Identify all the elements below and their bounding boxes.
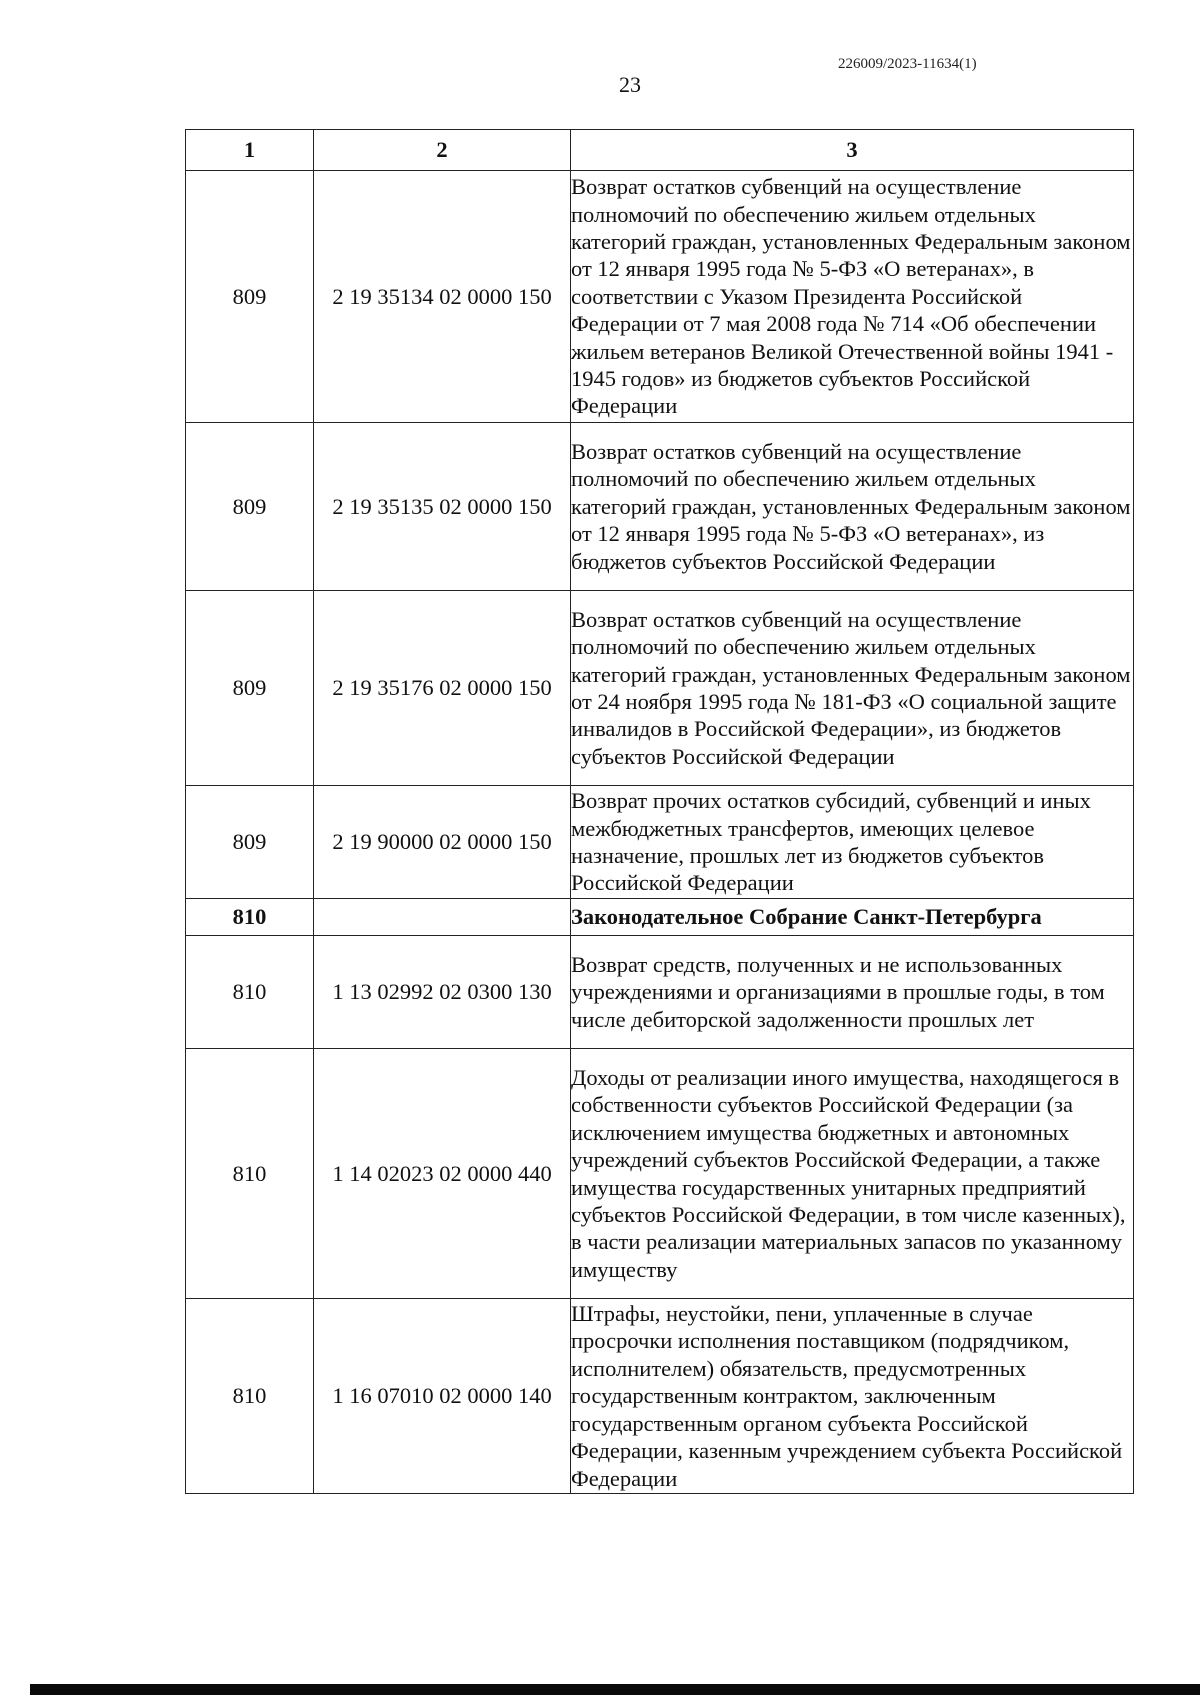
admin-code-cell: 810	[186, 1049, 314, 1299]
description-cell: Возврат остатков субвенций на осуществление полномочий по обеспечению жильем отдельных категорий граждан, установленных Федеральным законом от 12 января 1995 года № 5-ФЗ «О ветеранах», в соответствии с Указом Президента Российской Федерации от 7 мая 2008 года № 714 «Об обеспечении жильем ветеранов Великой Отечественной войны 1941 - 1945 годов» из бюджетов субъектов Российской Федерации	[571, 171, 1134, 423]
budget-code-cell	[314, 899, 571, 936]
section-title-cell: Законодательное Собрание Санкт-Петербурга	[571, 899, 1134, 936]
page-number: 23	[619, 72, 641, 97]
column-header-2: 2	[314, 130, 571, 171]
description-cell: Возврат остатков субвенций на осуществление полномочий по обеспечению жильем отдельных категорий граждан, установленных Федеральным законом от 24 ноября 1995 года № 181-ФЗ «О социальной защите инвалидов в Российской Федерации», из бюджетов субъектов Российской Федерации	[571, 591, 1134, 786]
description-cell: Доходы от реализации иного имущества, находящегося в собственности субъектов Российской Федерации (за исключением имущества бюджетных и автономных учреждений субъектов Российской Федерации, а также имущества государственных унитарных предприятий субъектов Российской Федерации, в том числе казенных), в части реализации материальных запасов по указанному имуществу	[571, 1049, 1134, 1299]
budget-code-cell: 1 13 02992 02 0300 130	[314, 936, 571, 1049]
admin-code-cell: 810	[186, 1299, 314, 1494]
description-cell: Возврат прочих остатков субсидий, субвенций и иных межбюджетных трансфертов, имеющих целевое назначение, прошлых лет из бюджетов субъектов Российской Федерации	[571, 786, 1134, 899]
admin-code-cell: 810	[186, 899, 314, 936]
scan-edge-bar	[30, 1684, 1200, 1695]
budget-code-cell: 1 14 02023 02 0000 440	[314, 1049, 571, 1299]
budget-code-cell: 2 19 35134 02 0000 150	[314, 171, 571, 423]
budget-codes-table	[185, 129, 1134, 1494]
table-header-row	[186, 130, 1134, 171]
admin-code-cell: 809	[186, 591, 314, 786]
budget-code-cell: 2 19 35176 02 0000 150	[314, 591, 571, 786]
budget-code-cell: 2 19 90000 02 0000 150	[314, 786, 571, 899]
table-row	[186, 1049, 1134, 1299]
table-row	[186, 423, 1134, 591]
admin-code-cell: 810	[186, 936, 314, 1049]
table-row	[186, 591, 1134, 786]
table-row	[186, 1299, 1134, 1494]
column-header-3: 3	[571, 130, 1134, 171]
description-cell: Возврат средств, полученных и не использованных учреждениями и организациями в прошлые годы, в том числе дебиторской задолженности прошлых лет	[571, 936, 1134, 1049]
table-row	[186, 171, 1134, 423]
admin-code-cell: 809	[186, 423, 314, 591]
admin-code-cell: 809	[186, 786, 314, 899]
description-cell: Возврат остатков субвенций на осуществление полномочий по обеспечению жильем отдельных категорий граждан, установленных Федеральным законом от 12 января 1995 года № 5-ФЗ «О ветеранах», из бюджетов субъектов Российской Федерации	[571, 423, 1134, 591]
table-row	[186, 786, 1134, 899]
document-registration-number: 226009/2023-11634(1)	[838, 56, 977, 72]
budget-code-cell: 2 19 35135 02 0000 150	[314, 423, 571, 591]
table-section-row	[186, 899, 1134, 936]
description-cell: Штрафы, неустойки, пени, уплаченные в случае просрочки исполнения поставщиком (подрядчиком, исполнителем) обязательств, предусмотренных государственным контрактом, заключенным государственным органом субъекта Российской Федерации, казенным учреждением субъекта Российской Федерации	[571, 1299, 1134, 1494]
budget-code-cell: 1 16 07010 02 0000 140	[314, 1299, 571, 1494]
admin-code-cell: 809	[186, 171, 314, 423]
table-row	[186, 936, 1134, 1049]
column-header-1: 1	[186, 130, 314, 171]
